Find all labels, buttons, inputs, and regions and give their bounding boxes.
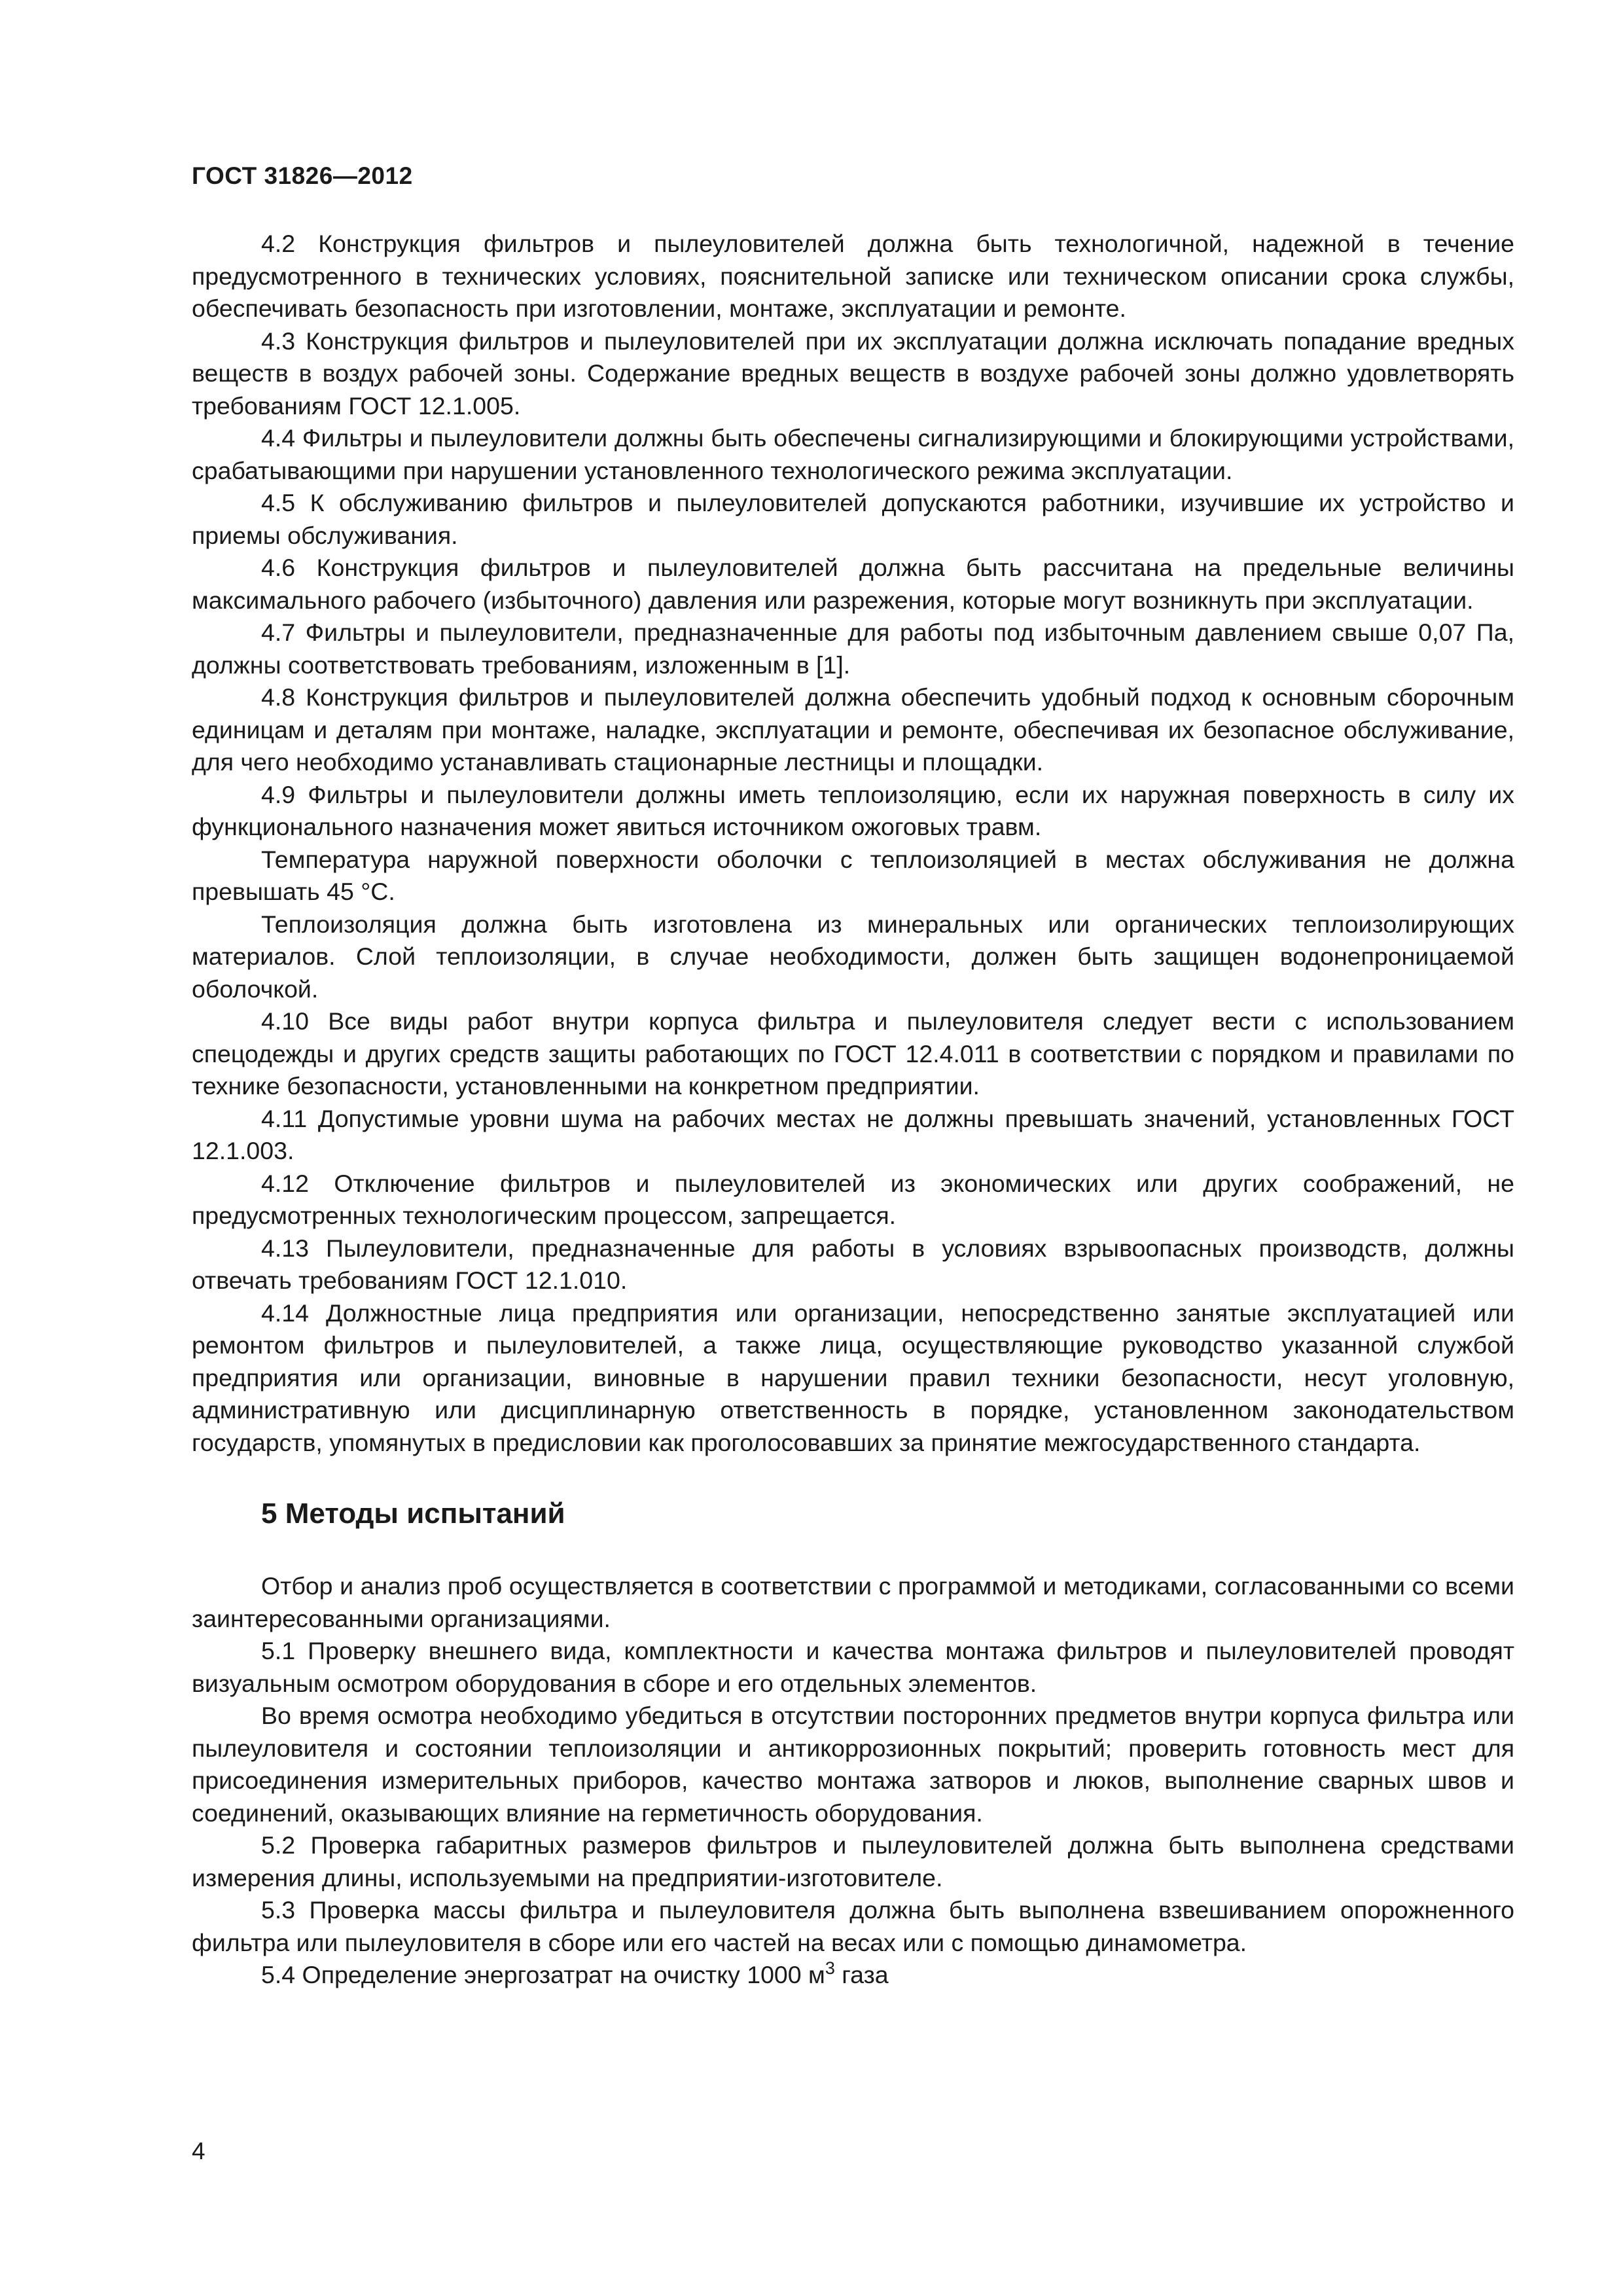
standard-header: ГОСТ 31826—2012 xyxy=(192,162,413,189)
page-number: 4 xyxy=(192,2138,205,2164)
document-page xyxy=(192,0,1514,2296)
paragraph-5-2: 5.2 Проверка габаритных размеров фильтров и пылеуловителей должна быть выполнена средствами измерения длины, используемыми на предприятии-изготовителе. xyxy=(192,1831,1514,1892)
paragraph-4-9-temperature: Температура наружной поверхности оболочки с теплоизоляцией в местах обслуживания не должна превышать 45 °С. xyxy=(192,845,1514,905)
superscript-3: 3 xyxy=(825,1958,835,1978)
paragraph-4-14: 4.14 Должностные лица предприятия или организации, непосредственно занятые эксплуатацией или ремонтом фильтров и пылеуловителей, а также лица, осуществляющие руководство указанной службой предприятия или организации, виновные в нарушении правил техники безопасности, несут уголовную, административную или дисциплинарную ответственность в порядке, установленном законодательством государств, упомянутых в предисловии как проголосовавших за принятие межгосударственного стандарта. xyxy=(192,1299,1514,1456)
paragraph-4-3: 4.3 Конструкция фильтров и пылеуловителей при их эксплуатации должна исключать попадание вредных веществ в воздух рабочей зоны. Содержание вредных веществ в воздухе рабочей зоны должно удовлетворять требованиям ГОСТ 12.1.005. xyxy=(192,327,1514,420)
section-title: 5 Методы испытаний xyxy=(261,1498,565,1530)
paragraph-5-4 xyxy=(192,1959,1514,1992)
paragraph-5-1: 5.1 Проверку внешнего вида, комплектности и качества монтажа фильтров и пылеуловителей проводят визуальным осмотром оборудования в сборе и его отдельных элементов. xyxy=(192,1637,1514,1697)
paragraph-4-10: 4.10 Все виды работ внутри корпуса фильтра и пылеуловителя следует вести с использованием спецодежды и других средств защиты работающих по ГОСТ 12.4.011 в соответствии с порядком и правилами по технике безопасности, установленными на конкретном предприятии. xyxy=(192,1007,1514,1100)
paragraph-5-3: 5.3 Проверка массы фильтра и пылеуловителя должна быть выполнена взвешиванием опорожненного фильтра или пылеуловителя в сборе или его частей на весах или с помощью динамометра. xyxy=(192,1896,1514,1956)
paragraph-4-8: 4.8 Конструкция фильтров и пылеуловителей должна обеспечить удобный подход к основным сборочным единицам и деталям при монтаже, наладке, эксплуатации и ремонте, обеспечивая их безопасное обслуживание, для чего необходимо устанавливать стационарные лестницы и площадки. xyxy=(192,683,1514,776)
paragraph-4-6: 4.6 Конструкция фильтров и пылеуловителей должна быть рассчитана на предельные величины максимального рабочего (избыточного) давления или разрежения, которые могут возникнуть при эксплуатации. xyxy=(192,554,1514,614)
paragraph-4-7: 4.7 Фильтры и пылеуловители, предназначенные для работы под избыточным давлением свыше 0,07 Па, должны соответствовать требованиям, изложенным в [1]. xyxy=(192,619,1514,679)
paragraph-4-13: 4.13 Пылеуловители, предназначенные для работы в условиях взрывоопасных производств, должны отвечать требованиям ГОСТ 12.1.010. xyxy=(192,1234,1514,1294)
paragraph-5-1-inspection: Во время осмотра необходимо убедиться в отсутствии посторонних предметов внутри корпуса фильтра или пылеуловителя и состоянии теплоизоляции и антикоррозионных покрытий; проверить готовность мест для присоединения измерительных приборов, качество монтажа затворов и люков, выполнение сварных швов и соединений, оказывающих влияние на герметичность оборудования. xyxy=(192,1702,1514,1827)
paragraph-4-5: 4.5 К обслуживанию фильтров и пылеуловителей допускаются работники, изучившие их устройство и приемы обслуживания. xyxy=(192,489,1514,549)
paragraph-4-9: 4.9 Фильтры и пылеуловители должны иметь теплоизоляцию, если их наружная поверхность в силу их функционального назначения может явиться источником ожоговых травм. xyxy=(192,780,1514,840)
paragraph-5-intro: Отбор и анализ проб осуществляется в соответствии с программой и методиками, согласованными со всеми заинтересованными организациями. xyxy=(192,1572,1514,1632)
paragraph-4-4: 4.4 Фильтры и пылеуловители должны быть обеспечены сигнализирующими и блокирующими устройствами, срабатывающими при нарушении установленного технологического режима эксплуатации. xyxy=(192,424,1514,484)
paragraph-4-2: 4.2 Конструкция фильтров и пылеуловителей должна быть технологичной, надежной в течение предусмотренного в технических условиях, пояснительной записке или техническом описании срока службы, обеспечивать безопасность при изготовлении, монтаже, эксплуатации и ремонте. xyxy=(192,230,1514,322)
paragraph-4-12: 4.12 Отключение фильтров и пылеуловителей из экономических или других соображений, не предусмотренных технологическим процессом, запрещается. xyxy=(192,1169,1514,1229)
paragraph-4-9-insulation: Теплоизоляция должна быть изготовлена из минеральных или органических теплоизолирующих материалов. Слой теплоизоляции, в случае необходимости, должен быть защищен водонепроницаемой оболочкой. xyxy=(192,910,1514,1003)
paragraph-5-4-tail: газа xyxy=(834,1961,889,1988)
document-body xyxy=(192,228,1514,1992)
paragraph-4-11: 4.11 Допустимые уровни шума на рабочих местах не должны превышать значений, установленных ГОСТ 12.1.003. xyxy=(192,1104,1514,1164)
paragraph-5-4-text: 5.4 Определение энергозатрат на очистку 1000 м xyxy=(261,1961,825,1988)
